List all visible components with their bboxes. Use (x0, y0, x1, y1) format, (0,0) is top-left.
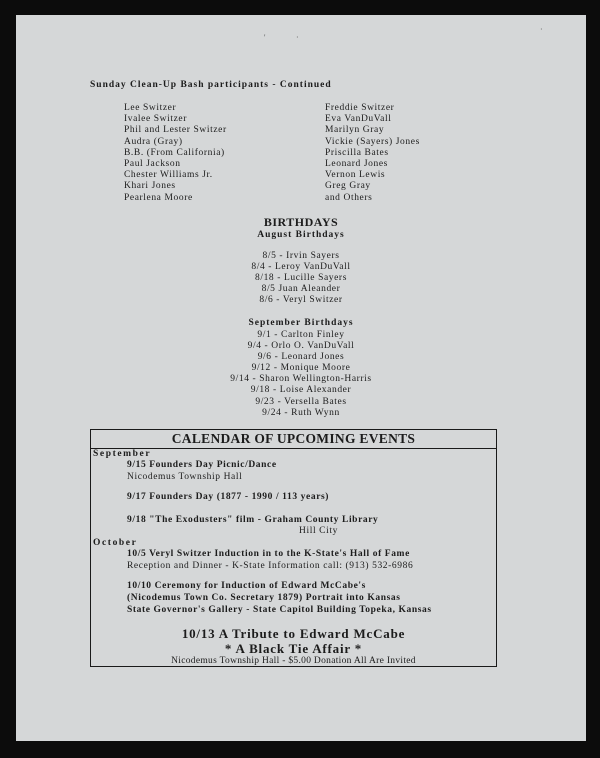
event-line: 9/18 "The Exodusters" film - Graham County Library (127, 515, 379, 525)
list-item: Priscilla Bates (325, 147, 389, 158)
list-item: Vernon Lewis (325, 170, 386, 181)
paper-mark: · (540, 25, 543, 34)
list-item: 9/1 - Carlton Finley (257, 330, 345, 340)
list-item: 9/4 - Orlo O. VanDuVall (247, 341, 355, 352)
month-label: October (93, 538, 138, 548)
tribute-title: 10/13 A Tribute to Edward McCabe (181, 626, 406, 641)
event-line: 10/5 Veryl Switzer Induction in to the K-State's Hall of Fame (127, 549, 410, 559)
event-line: 9/17 Founders Day (1877 - 1990 / 113 years) (127, 492, 330, 502)
list-item: Audra (Gray) (124, 136, 183, 147)
participants-left-list (124, 103, 227, 204)
list-item: 9/14 - Sharon Wellington-Harris (230, 374, 372, 385)
list-item: 9/12 - Monique Moore (251, 363, 351, 374)
list-item: Phil and Lester Switzer (124, 125, 227, 136)
september-title: September Birthdays (248, 318, 354, 328)
tribute-details: Nicodemus Township Hall - $5.00 Donation All Are Invited (171, 656, 416, 666)
list-item: Vickie (Sayers) Jones (325, 136, 420, 147)
event-line: 9/15 Founders Day Picnic/Dance (127, 460, 277, 470)
august-title: August Birthdays (257, 230, 345, 240)
list-item: 9/23 - Versella Bates (255, 396, 347, 407)
list-item: Eva VanDuVall (325, 114, 392, 125)
august-list (16, 251, 586, 306)
event-line: State Governor's Gallery - State Capitol Building Topeka, Kansas (127, 605, 432, 615)
list-item: Freddie Switzer (325, 103, 395, 113)
calendar-box (90, 429, 497, 667)
list-item: Khari Jones (124, 181, 176, 192)
list-item: Lee Switzer (124, 103, 177, 113)
list-item: B.B. (From California) (124, 147, 225, 158)
list-item: Greg Gray (325, 181, 371, 192)
event-line: 10/10 Ceremony for Induction of Edward McCabe's (127, 581, 366, 591)
event-line: Nicodemus Township Hall (127, 472, 243, 482)
divider (91, 448, 496, 449)
list-item: 8/18 - Lucille Sayers (254, 273, 347, 284)
paper-mark: · (296, 33, 299, 42)
document-page (16, 15, 586, 741)
list-item: 8/6 - Veryl Switzer (259, 295, 343, 306)
section-heading: Sunday Clean-Up Bash participants - Continued (90, 80, 332, 90)
tribute-subtitle: * A Black Tie Affair * (224, 641, 363, 656)
list-item: 8/5 - Irvin Sayers (262, 251, 340, 261)
list-item: 9/6 - Leonard Jones (257, 352, 345, 363)
list-item: Chester Williams Jr. (124, 170, 213, 181)
list-item: Marilyn Gray (325, 125, 385, 136)
list-item: and Others (325, 192, 373, 203)
september-list (16, 330, 586, 419)
calendar-title: CALENDAR OF UPCOMING EVENTS (171, 431, 416, 446)
paper-mark: ' (264, 33, 266, 42)
birthdays-title: BIRTHDAYS (263, 215, 339, 229)
event-line: Hill City (299, 526, 338, 536)
participants-right-list (325, 103, 420, 204)
list-item: 8/5 Juan Aleander (261, 284, 341, 295)
list-item: 9/18 - Loise Alexander (250, 385, 352, 396)
list-item: 9/24 - Ruth Wynn (262, 407, 340, 418)
list-item: 8/4 - Leroy VanDuVall (251, 262, 351, 273)
list-item: Pearlena Moore (124, 192, 193, 203)
event-line: Reception and Dinner - K-State Information call: (913) 532-6986 (127, 561, 414, 571)
list-item: Ivalee Switzer (124, 114, 187, 125)
month-label: September (93, 449, 152, 459)
event-line: (Nicodemus Town Co. Secretary 1879) Portrait into Kansas (127, 593, 401, 603)
list-item: Leonard Jones (325, 159, 388, 170)
list-item: Paul Jackson (124, 159, 181, 170)
